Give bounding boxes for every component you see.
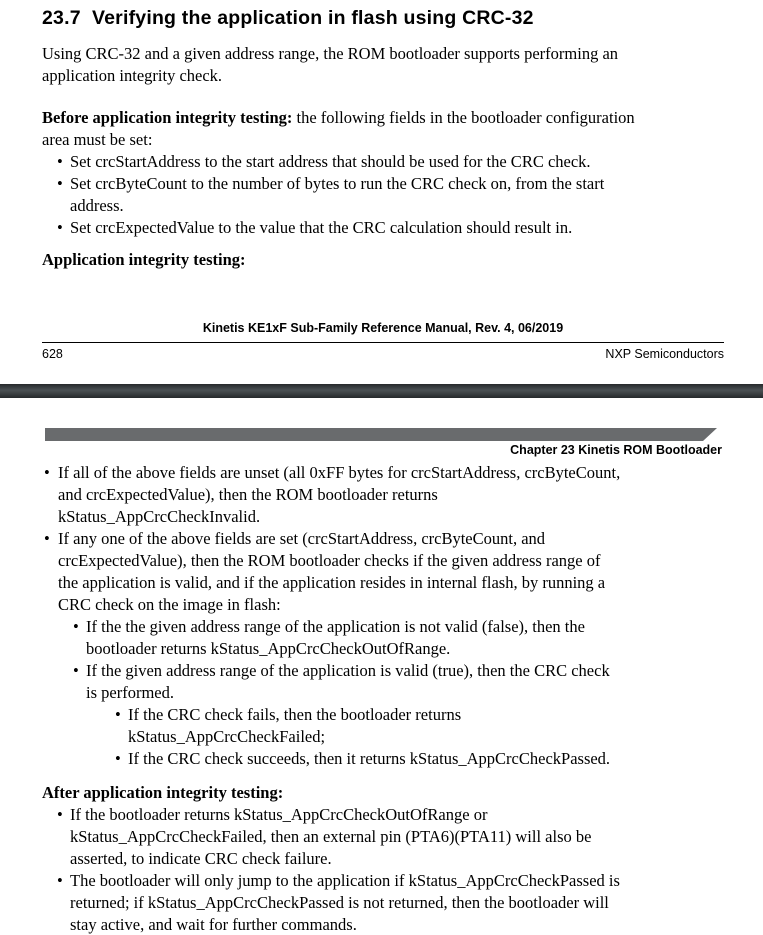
section-heading xyxy=(42,7,726,30)
text-line: Using CRC-32 and a given address range, the ROM bootloader supports performing an xyxy=(42,44,619,63)
page-footer xyxy=(42,321,724,361)
text-line: address. xyxy=(70,196,124,215)
before-testing-label: Before application integrity testing: xyxy=(42,108,293,127)
text-line: application integrity check. xyxy=(42,66,223,85)
footer-publisher: NXP Semiconductors xyxy=(605,347,724,361)
after-testing-heading: After application integrity testing: xyxy=(42,783,284,802)
text-line: CRC check on the image in flash: xyxy=(58,595,281,614)
text-line: • Set crcByteCount to the number of bytes to run the CRC check on, from the start xyxy=(70,174,605,193)
bullet-item-range-not-valid xyxy=(42,616,726,660)
text-line: • If the CRC check succeeds, then it returns kStatus_AppCrcCheckPassed. xyxy=(128,749,611,768)
bullet-item-jump-condition xyxy=(42,870,726,935)
chapter-header-title: Chapter 23 Kinetis ROM Bootloader xyxy=(510,443,722,457)
text-line: • If the the given address range of the application is not valid (false), then the xyxy=(86,617,585,636)
intro-paragraph xyxy=(42,43,726,87)
page-628-content xyxy=(42,7,726,271)
text-line: kStatus_AppCrcCheckFailed; xyxy=(128,727,326,746)
text-line: asserted, to indicate CRC check failure. xyxy=(70,849,332,868)
text-line: • If the bootloader returns kStatus_AppCrcCheckOutOfRange or xyxy=(70,805,488,824)
section-title: Verifying the application in flash using CRC-32 xyxy=(92,7,534,29)
text-line xyxy=(42,107,726,129)
text-line: • Set crcExpectedValue to the value that the CRC calculation should result in. xyxy=(70,218,573,237)
chapter-header-bar xyxy=(45,428,717,441)
bullet-item-range-valid xyxy=(42,660,726,704)
footer-manual-title: Kinetis KE1xF Sub-Family Reference Manual, Rev. 4, 06/2019 xyxy=(202,321,564,335)
text-line: kStatus_AppCrcCheckInvalid. xyxy=(58,507,261,526)
bullet-item-fields-set xyxy=(42,528,726,616)
text-line: is performed. xyxy=(86,683,174,702)
text-line: • If the CRC check fails, then the bootloader returns xyxy=(128,705,462,724)
text-line: bootloader returns kStatus_AppCrcCheckOutOfRange. xyxy=(86,639,451,658)
application-integrity-testing-heading: Application integrity testing: xyxy=(42,250,246,269)
footer-page-number: 628 xyxy=(42,347,63,361)
text-line: area must be set: xyxy=(42,130,153,149)
footer-row xyxy=(42,347,724,361)
text-line: kStatus_AppCrcCheckFailed, then an external pin (PTA6)(PTA11) will also be xyxy=(70,827,592,846)
before-testing-paragraph xyxy=(42,107,726,151)
text-line: stay active, and wait for further commands. xyxy=(70,915,357,934)
footer-rule xyxy=(42,342,724,343)
bullet-item-crc-byte-count xyxy=(42,173,726,217)
bullet-item-fields-unset xyxy=(42,462,726,528)
text-line: • If any one of the above fields are set (crcStartAddress, crcByteCount, and xyxy=(58,529,546,548)
text-line: returned; if kStatus_AppCrcCheckPassed is not returned, then the bootloader will xyxy=(70,893,609,912)
bullet-item-crc-fails xyxy=(42,704,726,748)
bullet-item-crc-start-address xyxy=(42,151,726,173)
page-629-content xyxy=(42,462,726,935)
text-line: • If the given address range of the application is valid (true), then the CRC check xyxy=(86,661,610,680)
before-testing-rest: the following fields in the bootloader configuration xyxy=(292,108,635,127)
before-testing-bullet-list xyxy=(42,151,726,239)
bullet-item-crc-expected-value xyxy=(42,217,726,239)
text-line: and crcExpectedValue), then the ROM bootloader returns xyxy=(58,485,438,504)
section-number: 23.7 xyxy=(42,7,81,29)
text-line: • If all of the above fields are unset (all 0xFF bytes for crcStartAddress, crcByteCount, xyxy=(58,463,621,482)
bullet-item-pin-asserted xyxy=(42,804,726,870)
text-line: • The bootloader will only jump to the application if kStatus_AppCrcCheckPassed is xyxy=(70,871,620,890)
text-line: • Set crcStartAddress to the start address that should be used for the CRC check. xyxy=(70,152,591,171)
text-line: crcExpectedValue), then the ROM bootloader checks if the given address range of xyxy=(58,551,601,570)
text-line: the application is valid, and if the application resides in internal flash, by running a xyxy=(58,573,606,592)
bullet-item-crc-succeeds xyxy=(42,748,726,770)
page-separator-band xyxy=(0,384,763,398)
